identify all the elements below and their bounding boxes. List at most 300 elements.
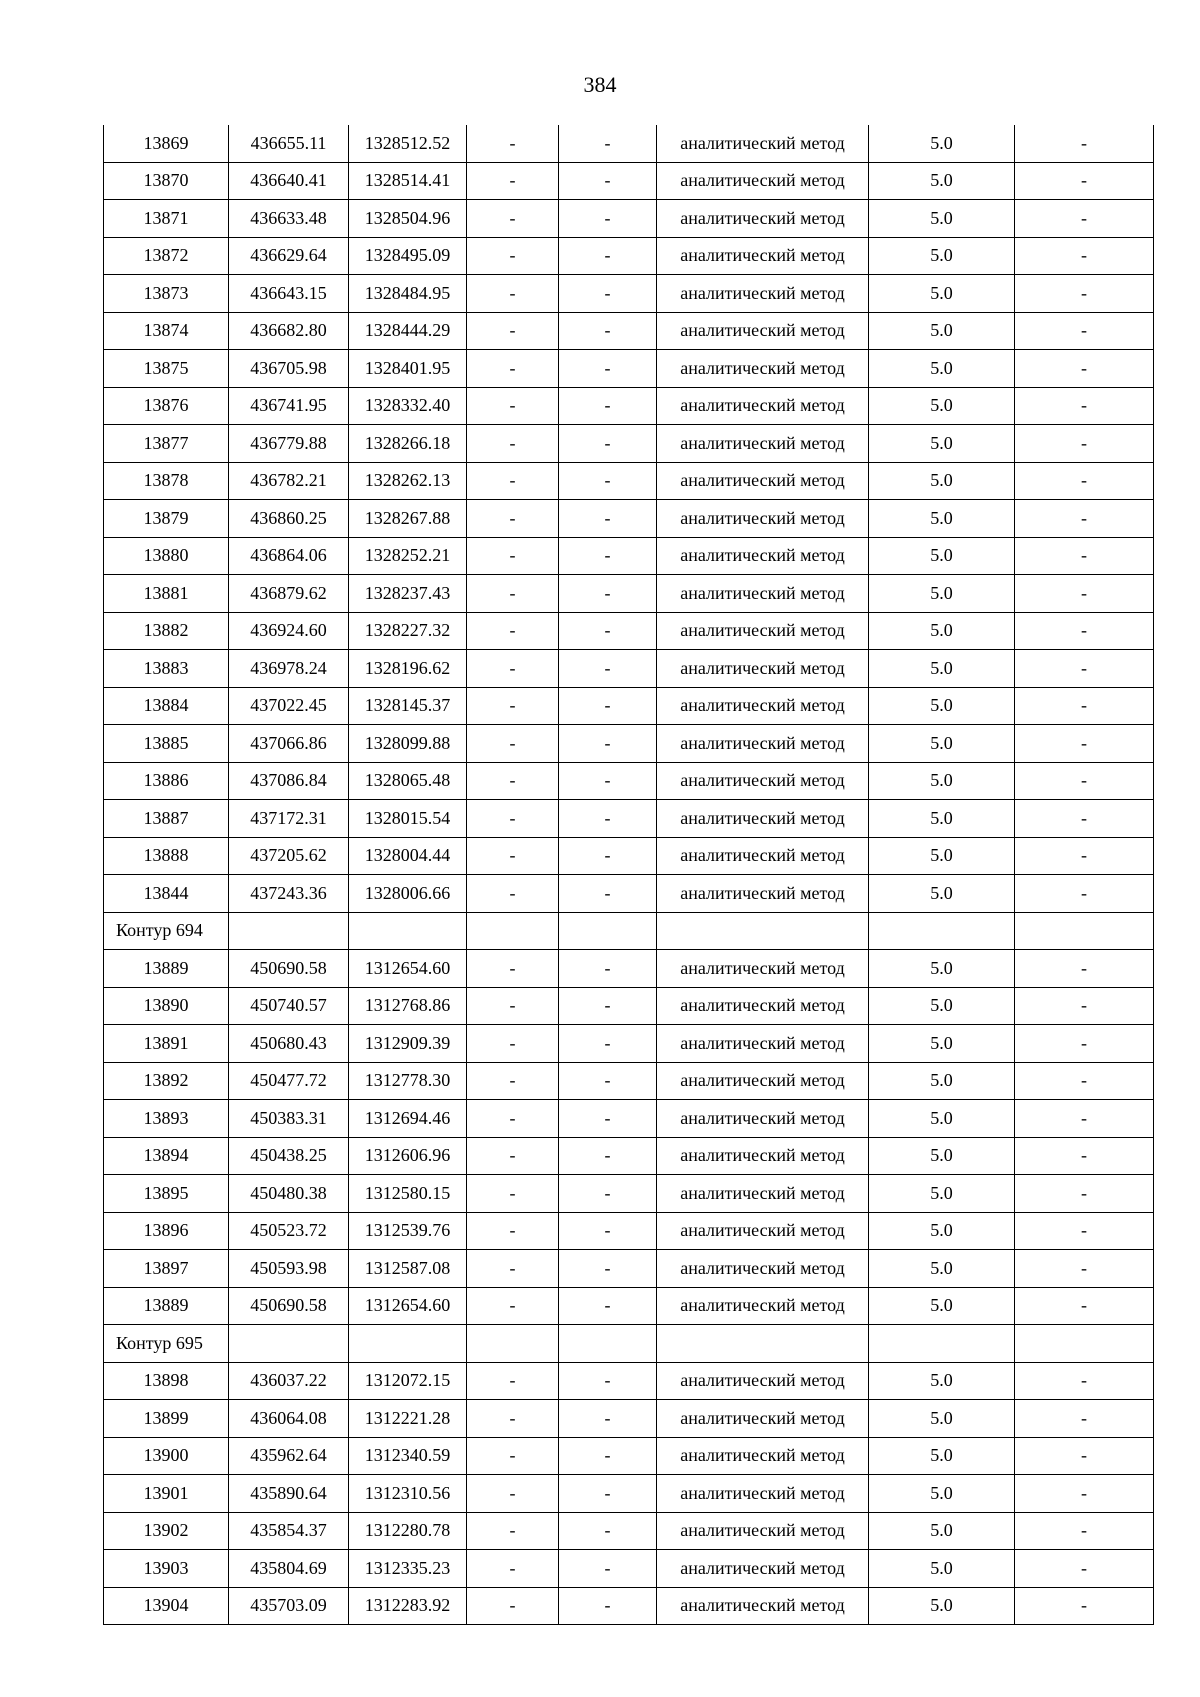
accuracy-cell: 5.0	[869, 650, 1015, 688]
empty-cell-a: -	[467, 1400, 559, 1438]
y-coordinate-cell: 1328004.44	[349, 837, 467, 875]
empty-cell-a: -	[467, 837, 559, 875]
empty-cell-c: -	[1015, 687, 1154, 725]
accuracy-cell: 5.0	[869, 462, 1015, 500]
blank-cell	[869, 912, 1015, 950]
table-row	[104, 1100, 1154, 1138]
y-coordinate-cell: 1328262.13	[349, 462, 467, 500]
point-number-cell: 13880	[104, 537, 229, 575]
y-coordinate-cell: 1328512.52	[349, 125, 467, 162]
y-coordinate-cell: 1328332.40	[349, 387, 467, 425]
accuracy-cell: 5.0	[869, 875, 1015, 913]
empty-cell-b: -	[559, 575, 657, 613]
table-row	[104, 275, 1154, 313]
table-row	[104, 762, 1154, 800]
point-number-cell: 13889	[104, 950, 229, 988]
method-cell: аналитический метод	[657, 350, 869, 388]
y-coordinate-cell: 1328266.18	[349, 425, 467, 463]
y-coordinate-cell: 1328237.43	[349, 575, 467, 613]
empty-cell-c: -	[1015, 1062, 1154, 1100]
x-coordinate-cell: 450740.57	[229, 987, 349, 1025]
x-coordinate-cell: 436682.80	[229, 312, 349, 350]
accuracy-cell: 5.0	[869, 1475, 1015, 1513]
empty-cell-b: -	[559, 687, 657, 725]
empty-cell-c: -	[1015, 1250, 1154, 1288]
y-coordinate-cell: 1312310.56	[349, 1475, 467, 1513]
point-number-cell: 13900	[104, 1437, 229, 1475]
empty-cell-b: -	[559, 1212, 657, 1250]
empty-cell-c: -	[1015, 987, 1154, 1025]
table-row	[104, 725, 1154, 763]
empty-cell-b: -	[559, 1512, 657, 1550]
empty-cell-a: -	[467, 725, 559, 763]
x-coordinate-cell: 437205.62	[229, 837, 349, 875]
y-coordinate-cell: 1328504.96	[349, 200, 467, 238]
y-coordinate-cell: 1312072.15	[349, 1362, 467, 1400]
empty-cell-b: -	[559, 200, 657, 238]
accuracy-cell: 5.0	[869, 350, 1015, 388]
empty-cell-c: -	[1015, 1550, 1154, 1588]
x-coordinate-cell: 450690.58	[229, 1287, 349, 1325]
table-row	[104, 1400, 1154, 1438]
point-number-cell: 13885	[104, 725, 229, 763]
method-cell: аналитический метод	[657, 1250, 869, 1288]
empty-cell-a: -	[467, 950, 559, 988]
table-row	[104, 612, 1154, 650]
empty-cell-a: -	[467, 1437, 559, 1475]
contour-header-row	[104, 1325, 1154, 1363]
y-coordinate-cell: 1312654.60	[349, 950, 467, 988]
empty-cell-a: -	[467, 237, 559, 275]
empty-cell-c: -	[1015, 387, 1154, 425]
method-cell: аналитический метод	[657, 875, 869, 913]
y-coordinate-cell: 1328015.54	[349, 800, 467, 838]
x-coordinate-cell: 436643.15	[229, 275, 349, 313]
x-coordinate-cell: 450480.38	[229, 1175, 349, 1213]
empty-cell-b: -	[559, 650, 657, 688]
y-coordinate-cell: 1312909.39	[349, 1025, 467, 1063]
method-cell: аналитический метод	[657, 387, 869, 425]
table-row	[104, 462, 1154, 500]
empty-cell-c: -	[1015, 1437, 1154, 1475]
x-coordinate-cell: 435890.64	[229, 1475, 349, 1513]
empty-cell-c: -	[1015, 125, 1154, 162]
method-cell: аналитический метод	[657, 1062, 869, 1100]
point-number-cell: 13901	[104, 1475, 229, 1513]
empty-cell-c: -	[1015, 575, 1154, 613]
method-cell: аналитический метод	[657, 462, 869, 500]
accuracy-cell: 5.0	[869, 762, 1015, 800]
empty-cell-a: -	[467, 1212, 559, 1250]
accuracy-cell: 5.0	[869, 200, 1015, 238]
method-cell: аналитический метод	[657, 312, 869, 350]
empty-cell-b: -	[559, 312, 657, 350]
y-coordinate-cell: 1312768.86	[349, 987, 467, 1025]
blank-cell	[1015, 912, 1154, 950]
empty-cell-c: -	[1015, 1512, 1154, 1550]
y-coordinate-cell: 1312335.23	[349, 1550, 467, 1588]
empty-cell-c: -	[1015, 1100, 1154, 1138]
accuracy-cell: 5.0	[869, 1212, 1015, 1250]
x-coordinate-cell: 450680.43	[229, 1025, 349, 1063]
y-coordinate-cell: 1312283.92	[349, 1587, 467, 1625]
y-coordinate-cell: 1312778.30	[349, 1062, 467, 1100]
x-coordinate-cell: 450438.25	[229, 1137, 349, 1175]
empty-cell-b: -	[559, 1100, 657, 1138]
empty-cell-b: -	[559, 837, 657, 875]
method-cell: аналитический метод	[657, 687, 869, 725]
empty-cell-a: -	[467, 462, 559, 500]
accuracy-cell: 5.0	[869, 1062, 1015, 1100]
empty-cell-a: -	[467, 425, 559, 463]
point-number-cell: 13893	[104, 1100, 229, 1138]
empty-cell-c: -	[1015, 1212, 1154, 1250]
table-row	[104, 650, 1154, 688]
method-cell: аналитический метод	[657, 275, 869, 313]
empty-cell-c: -	[1015, 762, 1154, 800]
table-row	[104, 425, 1154, 463]
empty-cell-b: -	[559, 1062, 657, 1100]
point-number-cell: 13897	[104, 1250, 229, 1288]
empty-cell-a: -	[467, 762, 559, 800]
method-cell: аналитический метод	[657, 1587, 869, 1625]
accuracy-cell: 5.0	[869, 987, 1015, 1025]
empty-cell-c: -	[1015, 1175, 1154, 1213]
table-row	[104, 500, 1154, 538]
y-coordinate-cell: 1312280.78	[349, 1512, 467, 1550]
accuracy-cell: 5.0	[869, 387, 1015, 425]
empty-cell-b: -	[559, 950, 657, 988]
empty-cell-c: -	[1015, 1475, 1154, 1513]
table-row	[104, 1175, 1154, 1213]
table-row	[104, 1250, 1154, 1288]
table-row	[104, 200, 1154, 238]
point-number-cell: 13844	[104, 875, 229, 913]
point-number-cell: 13877	[104, 425, 229, 463]
empty-cell-a: -	[467, 1100, 559, 1138]
accuracy-cell: 5.0	[869, 1512, 1015, 1550]
table-row	[104, 1550, 1154, 1588]
empty-cell-c: -	[1015, 312, 1154, 350]
table-row	[104, 987, 1154, 1025]
accuracy-cell: 5.0	[869, 1100, 1015, 1138]
empty-cell-c: -	[1015, 1587, 1154, 1625]
x-coordinate-cell: 437022.45	[229, 687, 349, 725]
y-coordinate-cell: 1328484.95	[349, 275, 467, 313]
x-coordinate-cell: 436779.88	[229, 425, 349, 463]
empty-cell-c: -	[1015, 1400, 1154, 1438]
empty-cell-b: -	[559, 987, 657, 1025]
y-coordinate-cell: 1328495.09	[349, 237, 467, 275]
blank-cell	[467, 1325, 559, 1363]
contour-label: Контур 694	[104, 912, 229, 950]
empty-cell-b: -	[559, 1437, 657, 1475]
point-number-cell: 13902	[104, 1512, 229, 1550]
empty-cell-a: -	[467, 1137, 559, 1175]
empty-cell-a: -	[467, 687, 559, 725]
empty-cell-a: -	[467, 500, 559, 538]
x-coordinate-cell: 435854.37	[229, 1512, 349, 1550]
x-coordinate-cell: 436782.21	[229, 462, 349, 500]
point-number-cell: 13889	[104, 1287, 229, 1325]
method-cell: аналитический метод	[657, 1550, 869, 1588]
empty-cell-c: -	[1015, 1362, 1154, 1400]
method-cell: аналитический метод	[657, 1362, 869, 1400]
y-coordinate-cell: 1312539.76	[349, 1212, 467, 1250]
coordinates-table	[103, 125, 1154, 1625]
method-cell: аналитический метод	[657, 762, 869, 800]
table-row	[104, 687, 1154, 725]
method-cell: аналитический метод	[657, 200, 869, 238]
x-coordinate-cell: 436879.62	[229, 575, 349, 613]
page-number: 384	[583, 72, 617, 97]
method-cell: аналитический метод	[657, 162, 869, 200]
empty-cell-c: -	[1015, 837, 1154, 875]
empty-cell-c: -	[1015, 200, 1154, 238]
table-row	[104, 537, 1154, 575]
accuracy-cell: 5.0	[869, 1587, 1015, 1625]
method-cell: аналитический метод	[657, 1437, 869, 1475]
point-number-cell: 13870	[104, 162, 229, 200]
point-number-cell: 13895	[104, 1175, 229, 1213]
accuracy-cell: 5.0	[869, 1400, 1015, 1438]
x-coordinate-cell: 450690.58	[229, 950, 349, 988]
empty-cell-a: -	[467, 350, 559, 388]
empty-cell-a: -	[467, 875, 559, 913]
empty-cell-b: -	[559, 162, 657, 200]
empty-cell-a: -	[467, 650, 559, 688]
empty-cell-b: -	[559, 1287, 657, 1325]
y-coordinate-cell: 1328099.88	[349, 725, 467, 763]
y-coordinate-cell: 1328267.88	[349, 500, 467, 538]
method-cell: аналитический метод	[657, 1175, 869, 1213]
accuracy-cell: 5.0	[869, 425, 1015, 463]
method-cell: аналитический метод	[657, 125, 869, 162]
x-coordinate-cell: 436037.22	[229, 1362, 349, 1400]
point-number-cell: 13894	[104, 1137, 229, 1175]
point-number-cell: 13898	[104, 1362, 229, 1400]
x-coordinate-cell: 435804.69	[229, 1550, 349, 1588]
empty-cell-c: -	[1015, 500, 1154, 538]
blank-cell	[559, 1325, 657, 1363]
method-cell: аналитический метод	[657, 650, 869, 688]
method-cell: аналитический метод	[657, 1137, 869, 1175]
method-cell: аналитический метод	[657, 1512, 869, 1550]
empty-cell-c: -	[1015, 725, 1154, 763]
point-number-cell: 13890	[104, 987, 229, 1025]
y-coordinate-cell: 1328065.48	[349, 762, 467, 800]
accuracy-cell: 5.0	[869, 1550, 1015, 1588]
empty-cell-b: -	[559, 612, 657, 650]
empty-cell-b: -	[559, 1475, 657, 1513]
empty-cell-b: -	[559, 125, 657, 162]
empty-cell-a: -	[467, 1250, 559, 1288]
point-number-cell: 13888	[104, 837, 229, 875]
point-number-cell: 13873	[104, 275, 229, 313]
accuracy-cell: 5.0	[869, 725, 1015, 763]
empty-cell-b: -	[559, 387, 657, 425]
table-row	[104, 1512, 1154, 1550]
empty-cell-b: -	[559, 875, 657, 913]
x-coordinate-cell: 436705.98	[229, 350, 349, 388]
blank-cell	[559, 912, 657, 950]
empty-cell-c: -	[1015, 1287, 1154, 1325]
empty-cell-b: -	[559, 1550, 657, 1588]
empty-cell-a: -	[467, 1475, 559, 1513]
method-cell: аналитический метод	[657, 1025, 869, 1063]
accuracy-cell: 5.0	[869, 687, 1015, 725]
point-number-cell: 13872	[104, 237, 229, 275]
empty-cell-a: -	[467, 537, 559, 575]
point-number-cell: 13887	[104, 800, 229, 838]
empty-cell-a: -	[467, 275, 559, 313]
y-coordinate-cell: 1312606.96	[349, 1137, 467, 1175]
empty-cell-b: -	[559, 1587, 657, 1625]
y-coordinate-cell: 1312694.46	[349, 1100, 467, 1138]
method-cell: аналитический метод	[657, 237, 869, 275]
x-coordinate-cell: 436655.11	[229, 125, 349, 162]
empty-cell-c: -	[1015, 650, 1154, 688]
empty-cell-b: -	[559, 762, 657, 800]
point-number-cell: 13878	[104, 462, 229, 500]
contour-header-row	[104, 912, 1154, 950]
method-cell: аналитический метод	[657, 1475, 869, 1513]
accuracy-cell: 5.0	[869, 500, 1015, 538]
empty-cell-c: -	[1015, 537, 1154, 575]
point-number-cell: 13896	[104, 1212, 229, 1250]
empty-cell-c: -	[1015, 800, 1154, 838]
empty-cell-a: -	[467, 162, 559, 200]
method-cell: аналитический метод	[657, 725, 869, 763]
empty-cell-a: -	[467, 1512, 559, 1550]
y-coordinate-cell: 1312340.59	[349, 1437, 467, 1475]
empty-cell-b: -	[559, 1025, 657, 1063]
method-cell: аналитический метод	[657, 500, 869, 538]
method-cell: аналитический метод	[657, 1287, 869, 1325]
method-cell: аналитический метод	[657, 612, 869, 650]
table-row	[104, 1475, 1154, 1513]
method-cell: аналитический метод	[657, 837, 869, 875]
empty-cell-b: -	[559, 275, 657, 313]
empty-cell-b: -	[559, 1362, 657, 1400]
blank-cell	[229, 1325, 349, 1363]
table-row	[104, 1437, 1154, 1475]
accuracy-cell: 5.0	[869, 275, 1015, 313]
table-row	[104, 837, 1154, 875]
x-coordinate-cell: 450523.72	[229, 1212, 349, 1250]
blank-cell	[349, 1325, 467, 1363]
table-row	[104, 350, 1154, 388]
empty-cell-a: -	[467, 125, 559, 162]
point-number-cell: 13874	[104, 312, 229, 350]
empty-cell-a: -	[467, 1175, 559, 1213]
table-row	[104, 387, 1154, 425]
empty-cell-b: -	[559, 1137, 657, 1175]
blank-cell	[869, 1325, 1015, 1363]
blank-cell	[657, 1325, 869, 1363]
accuracy-cell: 5.0	[869, 1437, 1015, 1475]
accuracy-cell: 5.0	[869, 575, 1015, 613]
empty-cell-b: -	[559, 1400, 657, 1438]
y-coordinate-cell: 1328227.32	[349, 612, 467, 650]
empty-cell-c: -	[1015, 237, 1154, 275]
empty-cell-c: -	[1015, 875, 1154, 913]
empty-cell-a: -	[467, 1062, 559, 1100]
point-number-cell: 13882	[104, 612, 229, 650]
point-number-cell: 13891	[104, 1025, 229, 1063]
empty-cell-b: -	[559, 1250, 657, 1288]
y-coordinate-cell: 1328006.66	[349, 875, 467, 913]
x-coordinate-cell: 436741.95	[229, 387, 349, 425]
accuracy-cell: 5.0	[869, 312, 1015, 350]
x-coordinate-cell: 450383.31	[229, 1100, 349, 1138]
table-row	[104, 1137, 1154, 1175]
blank-cell	[349, 912, 467, 950]
empty-cell-a: -	[467, 800, 559, 838]
accuracy-cell: 5.0	[869, 125, 1015, 162]
point-number-cell: 13869	[104, 125, 229, 162]
point-number-cell: 13881	[104, 575, 229, 613]
accuracy-cell: 5.0	[869, 1250, 1015, 1288]
point-number-cell: 13904	[104, 1587, 229, 1625]
y-coordinate-cell: 1328401.95	[349, 350, 467, 388]
accuracy-cell: 5.0	[869, 800, 1015, 838]
table-row	[104, 312, 1154, 350]
empty-cell-c: -	[1015, 425, 1154, 463]
x-coordinate-cell: 436924.60	[229, 612, 349, 650]
method-cell: аналитический метод	[657, 425, 869, 463]
point-number-cell: 13883	[104, 650, 229, 688]
method-cell: аналитический метод	[657, 1212, 869, 1250]
table-row	[104, 1025, 1154, 1063]
x-coordinate-cell: 437066.86	[229, 725, 349, 763]
empty-cell-c: -	[1015, 162, 1154, 200]
x-coordinate-cell: 436864.06	[229, 537, 349, 575]
accuracy-cell: 5.0	[869, 237, 1015, 275]
y-coordinate-cell: 1312587.08	[349, 1250, 467, 1288]
empty-cell-a: -	[467, 200, 559, 238]
y-coordinate-cell: 1328196.62	[349, 650, 467, 688]
accuracy-cell: 5.0	[869, 1137, 1015, 1175]
empty-cell-a: -	[467, 987, 559, 1025]
blank-cell	[657, 912, 869, 950]
empty-cell-a: -	[467, 1025, 559, 1063]
method-cell: аналитический метод	[657, 537, 869, 575]
point-number-cell: 13886	[104, 762, 229, 800]
x-coordinate-cell: 450593.98	[229, 1250, 349, 1288]
y-coordinate-cell: 1328252.21	[349, 537, 467, 575]
table-row	[104, 162, 1154, 200]
accuracy-cell: 5.0	[869, 1175, 1015, 1213]
accuracy-cell: 5.0	[869, 1287, 1015, 1325]
method-cell: аналитический метод	[657, 950, 869, 988]
point-number-cell: 13903	[104, 1550, 229, 1588]
point-number-cell: 13892	[104, 1062, 229, 1100]
method-cell: аналитический метод	[657, 1100, 869, 1138]
point-number-cell: 13899	[104, 1400, 229, 1438]
accuracy-cell: 5.0	[869, 1025, 1015, 1063]
y-coordinate-cell: 1328514.41	[349, 162, 467, 200]
point-number-cell: 13871	[104, 200, 229, 238]
empty-cell-b: -	[559, 725, 657, 763]
accuracy-cell: 5.0	[869, 950, 1015, 988]
table-body	[104, 125, 1154, 1625]
table-row	[104, 575, 1154, 613]
table-row	[104, 950, 1154, 988]
empty-cell-c: -	[1015, 275, 1154, 313]
table-row	[104, 1062, 1154, 1100]
empty-cell-a: -	[467, 1287, 559, 1325]
